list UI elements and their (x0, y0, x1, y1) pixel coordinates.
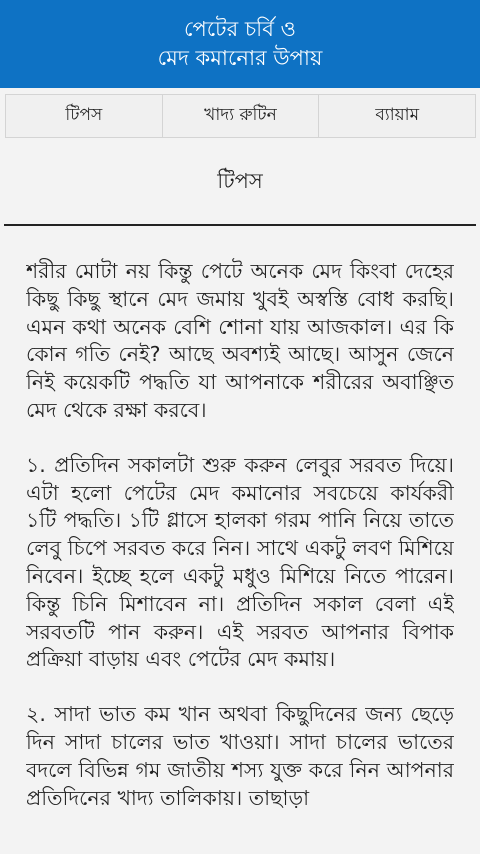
section-divider (4, 224, 476, 226)
section-title: টিপস (217, 169, 263, 193)
app-header (0, 0, 480, 88)
article-paragraph-tip-2: ২. সাদা ভাত কম খান অথবা কিছুদিনের জন্য ছেড়ে দিন সাদা চালের ভাত খাওয়া। সাদা চালের ভাতের বদলে বিভিন্ন গম জাতীয় শস্য যুক্ত করে নিন আপনার প্রতিদিনের খাদ্য তালিকায়। তাছাড়া (26, 702, 454, 810)
tab-tips[interactable]: টিপস (6, 95, 163, 137)
tab-exercise[interactable]: ব্যায়াম (375, 105, 420, 125)
article-content[interactable] (26, 258, 454, 854)
article-paragraph-tip-1: ১. প্রতিদিন সকালটা শুরু করুন লেবুর সরবত দিয়ে। এটা হলো পেটের মেদ কমানোর সবচেয়ে কার্যকরী ১টি পদ্ধতি। ১টি গ্লাসে হালকা গরম পানি নিয়ে তাতে লেবু চিপে সরবত করে নিন। সাথে একটু লবণ মিশিয়ে নিবেন। ইচ্ছে হলে একটু মধুও মিশিয়ে নিতে পারেন। কিন্তু চিনি মিশাবেন না। প্রতিদিন সকাল বেলা এই সরবতটি পান করুন। এই সরবত আপনার বিপাক প্রক্রিয়া বাড়ায় এবং পেটের মেদ কমায়। (26, 452, 454, 672)
article-paragraph-intro: শরীর মোটা নয় কিন্তু পেটে অনেক মেদ কিংবা দেহের কিছু কিছু স্থানে মেদ জমায় খুবই অস্বস্তি বোধ করছি। এমন কথা অনেক বেশি শোনা যায় আজকাল। এর কি কোন গতি নেই? আছে অবশ্যই আছে। আসুন জেনে নিই কয়েকটি পদ্ধতি যা আপনাকে শরীরের অবাঞ্ছিত মেদ থেকে রক্ষা করবে। (26, 259, 454, 422)
tab-food-routine[interactable]: খাদ্য রুটিন (163, 95, 320, 137)
app-title-line-1: পেটের চর্বি ও (183, 17, 297, 41)
tab-bar (5, 94, 476, 138)
app-title-line-2: মেদ কমানোর উপায় (157, 46, 323, 70)
